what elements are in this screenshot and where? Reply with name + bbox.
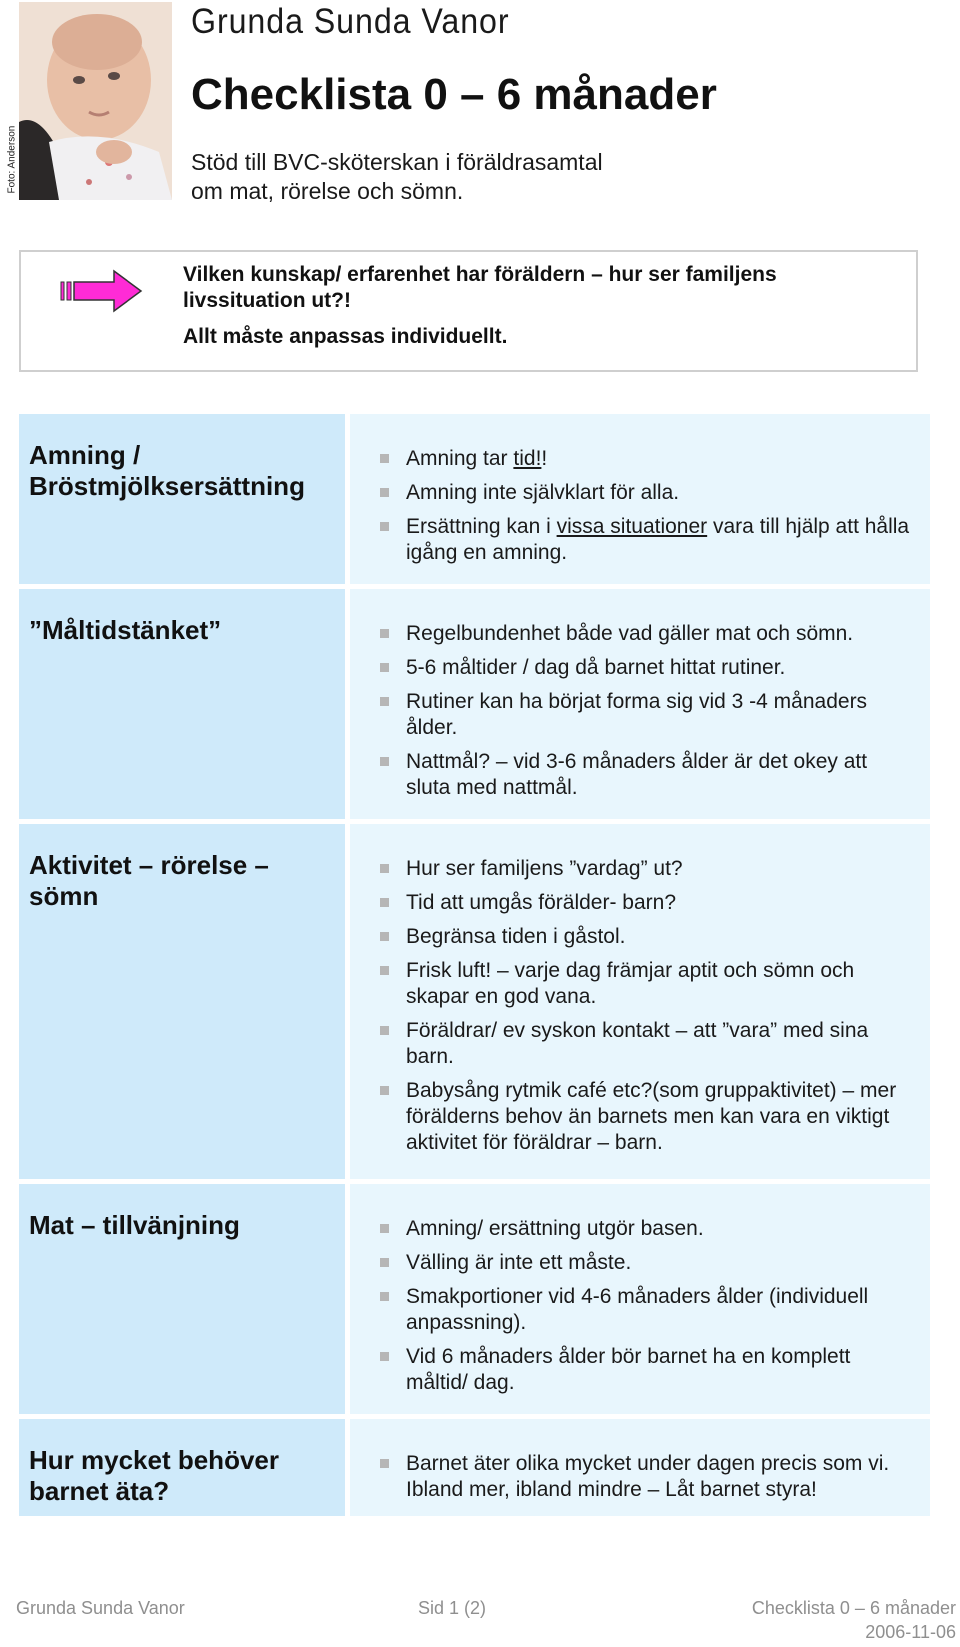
- list-item: Babysång rytmik café etc?(som gruppaktivitet) – mer förälderns behov än barnets men kan vara en viktigt aktivitet för föräldrar – barn.: [380, 1078, 916, 1156]
- subtitle-line-1: Stöd till BVC-sköterskan i föräldrasamtal: [191, 149, 603, 175]
- footer-right: Checklista 0 – 6 månader: [751, 1598, 956, 1618]
- list-item: Rutiner kan ha börjat forma sig vid 3 -4 månaders ålder.: [380, 689, 916, 741]
- list-item: Begränsa tiden i gåstol.: [380, 924, 916, 950]
- list-item: Amning/ ersättning utgör basen.: [380, 1216, 916, 1242]
- notice-box: [19, 250, 918, 372]
- section-heading: Aktivitet – rörelse – sömn: [29, 850, 269, 911]
- list-item: Vid 6 månaders ålder bör barnet ha en komplett måltid/ dag.: [380, 1344, 916, 1396]
- notice-advice: Allt måste anpassas individuellt.: [183, 325, 508, 348]
- section-mat-tillvanjning: [19, 1184, 930, 1414]
- brand-name: Grunda Sunda Vanor: [191, 2, 510, 41]
- notice-question: Vilken kunskap/ erfarenhet har föräldern – hur ser familjens livssituation ut?!: [183, 263, 777, 312]
- page-title: Checklista 0 – 6 månader: [191, 70, 717, 119]
- section-list: [380, 1216, 916, 1404]
- list-item: Amning inte självklart för alla.: [380, 480, 916, 506]
- list-item: Välling är inte ett måste.: [380, 1250, 916, 1276]
- list-item: Frisk luft! – varje dag främjar aptit och sömn och skapar en god vana.: [380, 958, 916, 1010]
- list-item: Föräldrar/ ev syskon kontakt – att ”vara” med sina barn.: [380, 1018, 916, 1070]
- section-maltidstanket: [19, 589, 930, 819]
- section-heading: Mat – tillvänjning: [29, 1210, 240, 1240]
- list-item: Barnet äter olika mycket under dagen precis som vi. Ibland mer, ibland mindre – Låt barnet styra!: [380, 1451, 916, 1503]
- section-aktivitet: [19, 824, 930, 1179]
- list-item: Nattmål? – vid 3-6 månaders ålder är det okey att sluta med nattmål.: [380, 749, 916, 801]
- section-list: [380, 856, 916, 1164]
- section-list: [380, 446, 916, 574]
- footer-left: Grunda Sunda Vanor: [16, 1598, 185, 1618]
- list-item: Smakportioner vid 4-6 månaders ålder (individuell anpassning).: [380, 1284, 916, 1336]
- section-heading: Hur mycket behöver barnet äta?: [29, 1445, 279, 1506]
- footer-page-number: Sid 1 (2): [418, 1598, 487, 1618]
- photo-credit: Foto: Anderson: [6, 125, 18, 194]
- list-item: Hur ser familjens ”vardag” ut?: [380, 856, 916, 882]
- section-heading: Amning / Bröstmjölksersättning: [29, 440, 305, 501]
- footer-date: 2006-11-06: [865, 1622, 956, 1642]
- section-list: [380, 621, 916, 809]
- list-item: Amning tar tid!!: [380, 446, 916, 472]
- baby-photo: [19, 2, 172, 200]
- list-item: Ersättning kan i vissa situationer vara till hjälp att hålla igång en amning.: [380, 514, 916, 566]
- page-subtitle: [191, 148, 671, 206]
- section-amning: [19, 414, 930, 584]
- arrow-right-icon: [59, 269, 143, 318]
- section-heading: ”Måltidstänket”: [29, 615, 222, 645]
- section-list: [380, 1451, 916, 1511]
- section-hur-mycket: [19, 1419, 930, 1516]
- list-item: Tid att umgås förälder- barn?: [380, 890, 916, 916]
- list-item: 5-6 måltider / dag då barnet hittat rutiner.: [380, 655, 916, 681]
- list-item: Regelbundenhet både vad gäller mat och sömn.: [380, 621, 916, 647]
- subtitle-line-2: om mat, rörelse och sömn.: [191, 178, 464, 204]
